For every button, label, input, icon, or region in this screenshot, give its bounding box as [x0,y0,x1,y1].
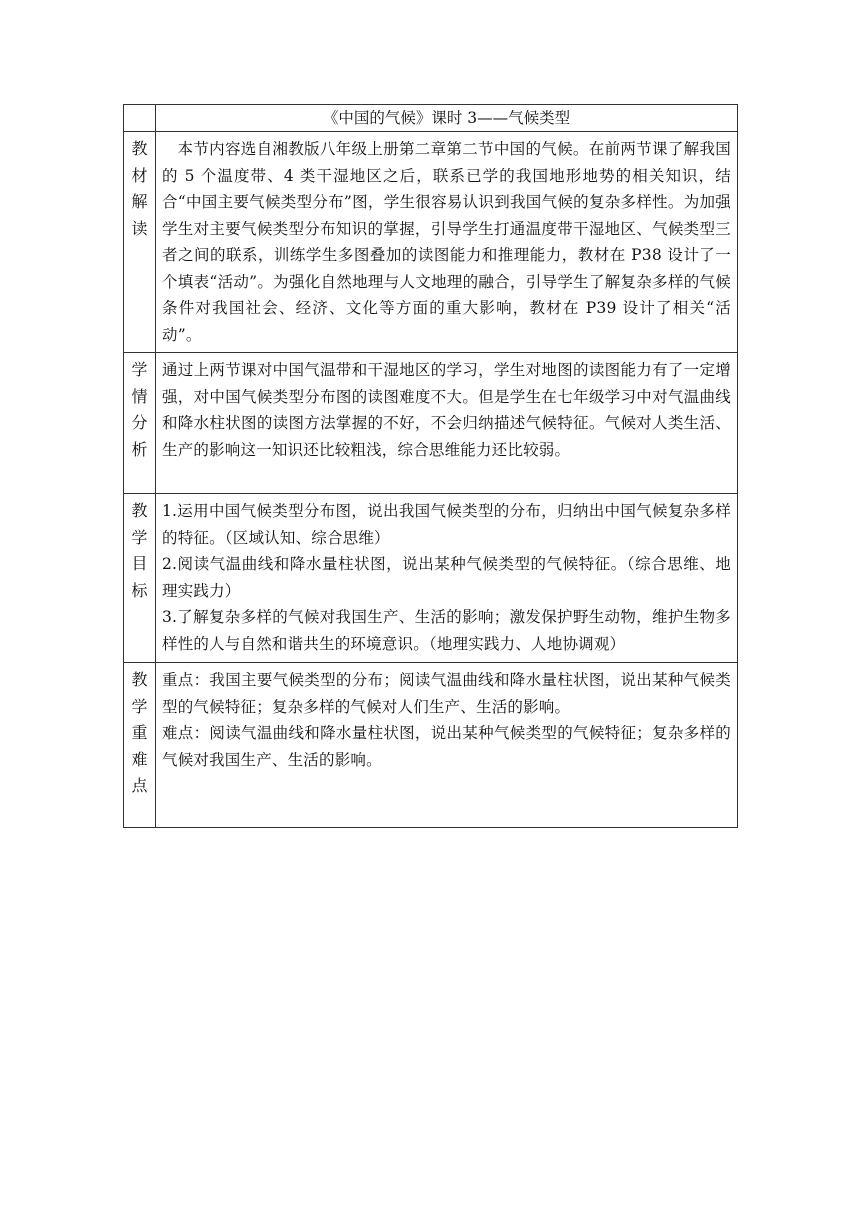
label-char: 情 [131,386,148,406]
section-label [124,663,156,828]
label-char: 学 [131,527,148,547]
section-row-textbook [124,132,738,353]
section-content [156,132,738,353]
label-char: 读 [131,218,148,238]
title-label-cell [124,105,156,132]
section-content [156,494,738,663]
label-char: 教 [131,139,148,158]
label-char: 材 [131,165,148,185]
label-char: 难 [131,749,148,769]
section-label [124,132,156,353]
section-row-students [124,353,738,494]
label-char: 分 [131,413,148,432]
section-label [124,353,156,494]
label-char: 学 [131,696,148,716]
section-row-goals [124,494,738,663]
label-char: 教 [131,501,148,520]
lesson-plan-table [123,104,738,828]
title-row [124,105,738,132]
section-content [156,353,738,494]
paragraph: 3.了解复杂多样的气候对我国生产、生活的影响；激发保护野生动物，维护生物多样性的人与自然和谐共生的环境意识。（地理实践力、人地协调观） [162,608,731,653]
paragraph: 难点：阅读气温曲线和降水量柱状图，说出某种气候类型的气候特征；复杂多样的气候对我国生产、生活的影响。 [162,724,731,769]
section-row-key-points [124,663,738,828]
label-char: 标 [131,580,148,600]
paragraph: 通过上两节课对中国气温带和干湿地区的学习，学生对地图的读图能力有了一定增强，对中国气候类型分布图的读图难度不大。但是学生在七年级学习中对气温曲线和降水柱状图的读图方法掌握的不好，不会归纳描述气候特征。气候对人类生活、生产的影响这一知识还比较粗浅，综合思维能力还比较弱。 [162,361,731,459]
paragraph: 本节内容选自湘教版八年级上册第二章第二节中国的气候。在前两节课了解我国的 5 个温度带、4 类干湿地区之后，联系已学的我国地形地势的相关知识，结合“中国主要气候类型分布”图，学生很容易认识到我国气候的复杂多样性。为加强学生对主要气候类型分布知识的掌握，引导学生打通温度带干湿地区、气候类型三者之间的联系，训练学生多图叠加的读图能力和推理能力，教材在 P38 设计了一个填表“活动”。为强化自然地理与人文地理的融合，引导学生了解复杂多样的气候条件对我国社会、经济、文化等方面的重大影响，教材在 P39 设计了相关“活动”。 [162,140,731,344]
lesson-title: 《中国的气候》课时 3——气候类型 [156,105,738,132]
label-char: 解 [131,192,148,211]
section-content [156,663,738,828]
label-char: 重 [131,723,148,742]
paragraph: 重点：我国主要气候类型的分布；阅读气温曲线和降水量柱状图，说出某种气候类型的气候特征；复杂多样的气候对人们生产、生活的影响。 [162,671,731,716]
label-char: 析 [131,439,148,459]
paragraph: 2.阅读气温曲线和降水量柱状图，说出某种气候类型的气候特征。（综合思维、地理实践力） [162,555,731,600]
paragraph: 1.运用中国气候类型分布图，说出我国气候类型的分布，归纳出中国气候复杂多样的特征。（区域认知、综合思维） [162,502,731,547]
section-label [124,494,156,663]
label-char: 点 [131,776,148,795]
label-char: 教 [131,670,148,689]
label-char: 目 [131,554,148,573]
label-char: 学 [131,360,148,379]
